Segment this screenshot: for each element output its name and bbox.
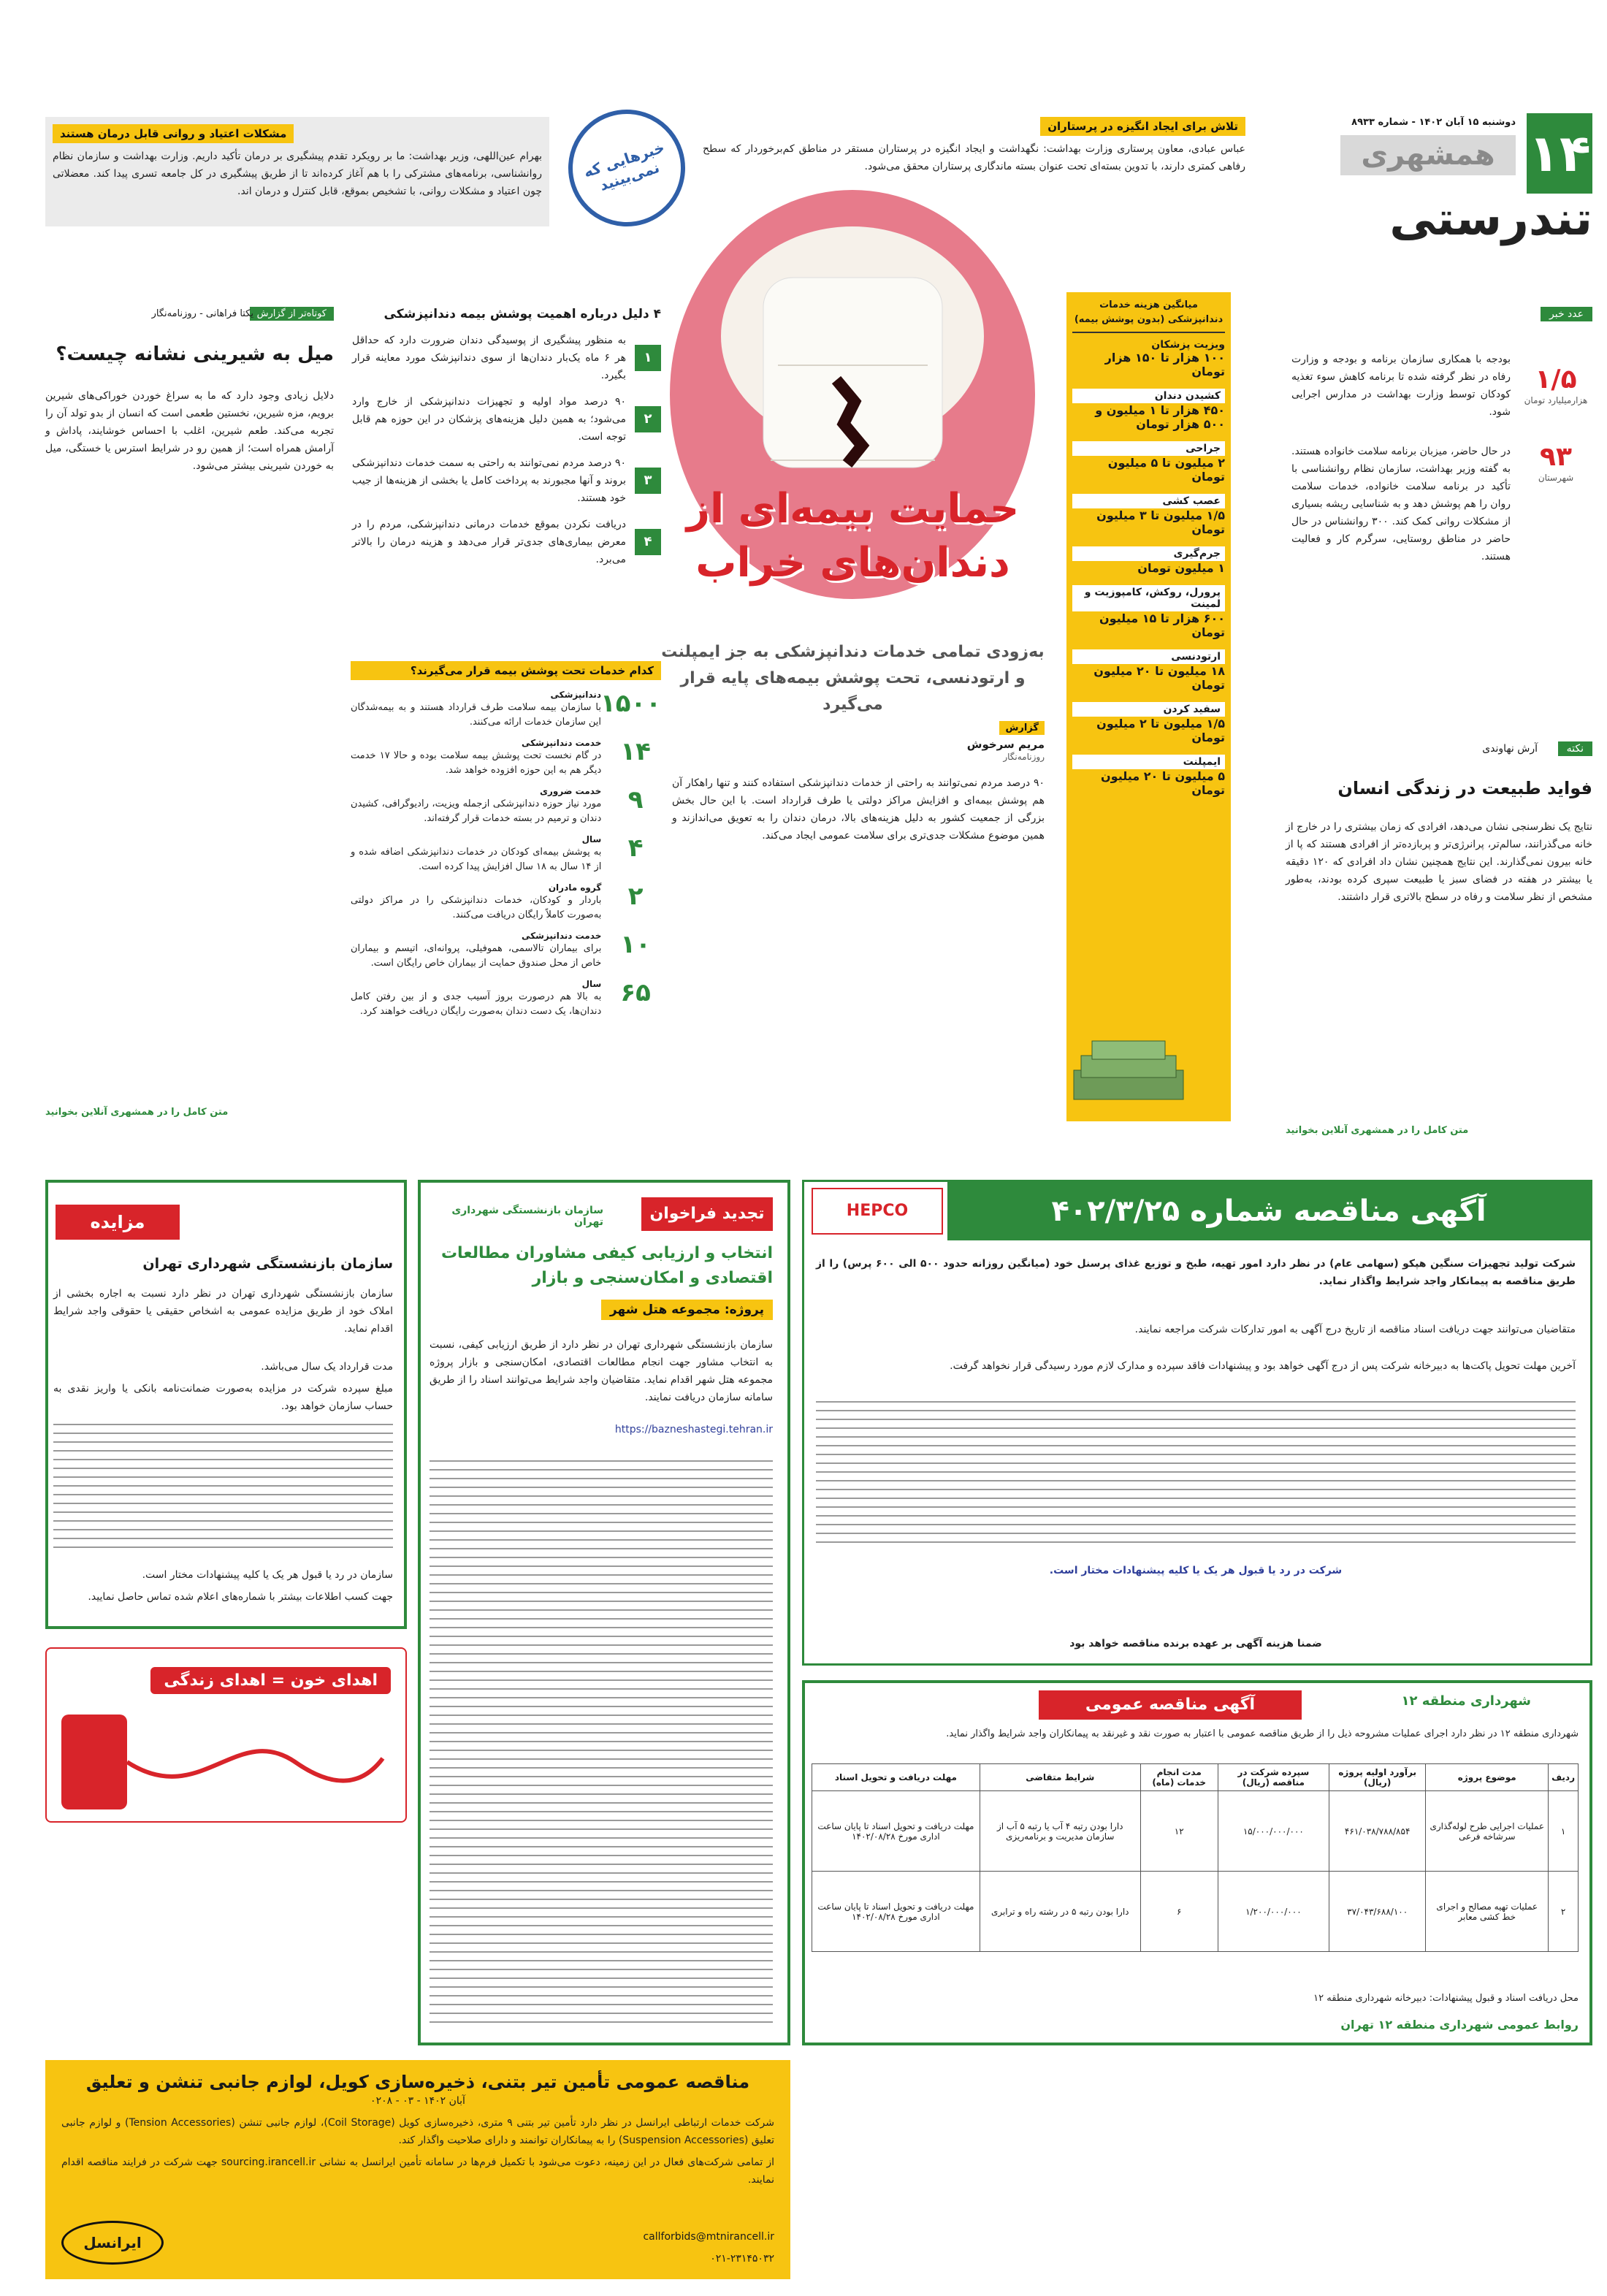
sugar-body: دلایل زیادی وجود دارد که ما به سراغ خوردن خوراکی‌های شیرین برویم، مزه شیرین، نخستین طعمی است که انسان از بدو تولد آن را تجربه می‌کند. طعم شیرین، اغلب با احساس خوشایند، پاداش و آرامش همراه است؛ از همین رو در شرایط استرس یا خستگی، میل به خوردن شیرینی بیشتر می‌شود. [45,390,334,472]
reg12-head-1: ردیف [1549,1764,1579,1791]
number-news-1-text: بودجه با همکاری سازمان برنامه و بودجه و وزارت رفاه در نظر گرفته شده تا برنامه کاهش سوء تغذیه کودکان توسط وزارت بهداشت در مدارس اجرایی شود. [1291,354,1511,418]
coverage-3-label: خدمت ضروری [540,786,602,796]
cost-6-value: ۶۰۰ هزار تا ۱۵ میلیون تومان [1099,611,1225,639]
cost-4-value: ۱/۵ میلیون تا ۳ میلیون تومان [1096,508,1225,536]
moz-b2: مبلغ سپرده شرکت در مزایده به‌صورت ضمانت‌نامه بانکی یا واریز نقدی به حساب سازمان خواهد بود. [53,1383,393,1412]
hepco-logo: HEPCO [812,1188,943,1235]
coverage-4-num: ۴ [627,834,644,863]
top-news-2-title: مشکلات اعتیاد و روانی قابل درمان هستند [53,124,294,143]
ad-renew [418,1180,790,2045]
logo: همشهری [1340,135,1516,175]
cost-9-value: ۵ میلیون تا ۲۰ میلیون تومان [1101,769,1225,797]
cost-5-value: ۱ میلیون تومان [1137,561,1225,575]
coverage-2-label: خدمت دندانپزشکی [521,738,602,748]
ad-mozayede [45,1180,407,1629]
cost-8-value: ۱/۵ میلیون تا ۲ میلیون تومان [1096,717,1225,744]
table-row [812,1791,1579,1872]
coverage-4-text: به پوشش بیمه‌ای کودکان در خدمات دندانپزشکی اضافه شده و از ۱۴ سال به ۱۸ سال افزایش پیدا کرده است. [351,847,602,872]
sugar-kicker: کوتاه‌تر از گزارش [250,307,334,321]
reg12-banner: آگهی مناقصه عمومی [1039,1690,1302,1720]
number-news-1-unit: هزارمیلیارد تومان [1524,395,1588,405]
reg12-r2-terms: دارا بودن رتبه ۵ در رشته راه و ترابری [980,1872,1140,1952]
coverage-6-num: ۱۰ [620,930,651,959]
reason-1-text: به منظور پیشگیری از پوسیدگی دندان ضرورت دارد که حداقل هر ۶ ماه یک‌بار دندان‌ها از سوی دندانپزشک مورد معاینه قرار بگیرد. [352,335,626,381]
cost-9-label: ایمپلنت [1072,755,1225,769]
mtn-email[interactable]: callforbids@mtnirancell.ir [643,2231,774,2243]
coverage-2-num: ۱۴ [620,737,651,766]
cost-5-label: جرم‌گیری [1072,546,1225,561]
reg12-r2-deposit: ۱/۲۰۰/۰۰۰/۰۰۰ [1218,1872,1329,1952]
coverage-1-label: دندانپزشکی [550,690,601,700]
moz-fine-print [53,1424,393,1555]
coverage-title: کدام خدمات تحت پوشش بیمه قرار می‌گیرند؟ [351,661,661,680]
cost-3-value: ۲ میلیون تا ۵ میلیون تومان [1107,456,1225,484]
renew-project: پروژه: مجموعه هتل شهر [601,1300,773,1320]
blood-text: اهدای خون = اهدای زندگی [150,1667,391,1694]
moz-org: سازمان بازنشستگی شهرداری تهران [142,1256,393,1272]
coverage-1-text: با سازمان بیمه سلامت طرف قرارداد هستند و به بیمه‌شدگان این سازمان خدمات ارائه می‌کنند. [351,702,601,728]
tip [1286,741,1592,1151]
tip-title: فواید طبیعت در زندگی انسان [1337,778,1592,798]
reg12-r1-months: ۱۲ [1140,1791,1218,1872]
mtn-note: از تمامی شرکت‌های فعال در این زمینه، دعوت می‌شود با تکمیل فرم‌ها در سامانه تأمین ایرانسل به نشانی sourcing.irancell.ir جهت شرکت در فرایند مناقصه اقدام نمایند. [61,2156,774,2186]
reg12-head-4: سپرده شرکت در مناقصه (ریال) [1218,1764,1329,1791]
ad-hepco [802,1180,1592,1666]
reg12-intro: شهرداری منطقه ۱۲ در نظر دارد اجرای عملیات مشروحه ذیل را از طریق مناقصه عمومی با اعتبار به صورت نقد و غیرنقد به پیمانکاران واجد شرایط واگذار نماید. [946,1728,1579,1739]
section-title: تندرستی [1389,192,1592,246]
reg12-org: شهرداری منطقه ۱۲ [1401,1693,1531,1709]
reason-4-num: ۴ [635,529,661,555]
coverage-7-text: به بالا هم درصورت بروز آسیب جدی و از بین رفتن کامل دندان‌ها، یک دست دندان به‌صورت رایگان دریافت خواهند کرد. [351,991,602,1017]
cost-4-label: عصب کشی [1072,494,1225,508]
money-stack-icon [1066,1026,1191,1114]
ad-mtn [45,2060,790,2279]
number-news-label: عدد خبر [1541,307,1592,321]
coverage-5-num: ۲ [627,882,644,911]
coverage-box [351,661,661,1132]
stamp: خبرهایی که نمی‌بینید [553,94,701,242]
tip-body: نتایج یک نظرسنجی نشان می‌دهد، افرادی که زمان بیشتری را در خارج از خانه می‌گذرانند، سالم‌تر، پرانرژی‌تر و پربازده‌تر از افرادی هستند که پا از خانه بیرون نمی‌گذارند. این نتایج همچنین نشان داد افرادی که ۱۲۰ دقیقه یا بیشتر در هفته در فضای سبز یا طبیعت سپری کرده بودند، به‌طور مشخص از نظر سلامت و رفاه در سطح بالاتری قرار داشتند. [1286,821,1592,903]
main-byline [913,720,1045,763]
mtn-logo: ایرانسل [61,2221,164,2265]
coverage-5-text: باردار و کودکان، خدمات دندانپزشکی را در مراکز دولتی به‌صورت کاملاً رایگان دریافت می‌کنند. [351,895,602,920]
reg12-r2-deadline: مهلت دریافت و تحویل اسناد تا پایان ساعت اداری مورخ ۱۴۰۲/۰۸/۲۸ [812,1872,980,1952]
number-news-2-value: ۹۳ [1540,442,1572,472]
renew-fine-print [430,1460,773,2030]
coverage-7-label: سال [581,979,602,989]
tip-footer[interactable]: متن کامل را در همشهری آنلاین بخوانید [1286,1125,1469,1136]
hepco-p5: ضمنا هزینه آگهی بر عهده برنده مناقصه خواهد بود [1069,1638,1322,1649]
hepco-title: آگهی مناقصه شماره ۴۰۲/۳/۲۵ [947,1182,1590,1240]
renew-url[interactable]: https://bazneshastegi.tehran.ir [614,1424,773,1435]
sugar-article [45,307,334,1132]
reason-2-num: ۲ [635,406,661,432]
cost-7-label: ارتودنسی [1072,649,1225,664]
coverage-5-label: گروه مادران [548,882,602,893]
reason-3-num: ۳ [635,468,661,494]
reg12-table [812,1763,1579,1952]
coverage-1-num: ۱۵۰۰ [600,689,661,718]
reg12-r1-terms: دارا بودن رتبه ۴ آب یا رتبه ۵ آب از سازمان مدیریت و برنامه‌ریزی [980,1791,1140,1872]
main-headline: حمایت بیمه‌ای از دندان‌های خراب [686,485,1020,587]
cost-2-value: ۴۵۰ هزار تا ۱ میلیون و ۵۰۰ هزار تومان [1095,403,1225,431]
ad-blood [45,1647,407,1823]
top-news-2-body: بهرام عین‌اللهی، وزیر بهداشت: ما بر رویکرد تقدم پیشگیری بر درمان تأکید داریم. وزارت بهداشت و سازمان نظام روانشناسی، برنامه‌های مشترکی را با هم آغاز کرده‌اند تا از طریق پیشگیری در کل جامعه تسری پیدا کند. معضلاتی چون اعتیاد و مشکلات روانی، با تشخیص بموقع، قابل کنترل و درمان اند. [53,150,542,197]
number-news [1286,307,1592,731]
reg12-r2-estimate: ۳۷/۰۴۳/۶۸۸/۱۰۰ [1329,1872,1425,1952]
main-author-role: روزنامه‌نگار [1003,752,1045,762]
number-news-2-text: در حال حاضر، میزبان برنامه سلامت خانواده هستند. به گفته وزیر بهداشت، سازمان نظام روانشناسی با تأکید در برنامه سلامت خانواده، خدمات سلامت روان را هم پوشش دهد و به شناسایی ریشه بسیاری از مشکلات روانی کمک کند. ۳۰۰ روانشناس در حال حاضر در مناطق روستایی، سرگرم کار و فعالیت هستند. [1291,446,1511,562]
top-news-1-body: عباس عبادی، معاون پرستاری وزارت بهداشت: نگهداشت و ایجاد انگیزه در پرستاران مستقر در مناطق کم‌برخوردار که سطح رفاهی کمتری دارند، با تدوین بسته‌ای تحت عنوان بسته ماندگاری پرستاران محقق می‌شود. [703,143,1245,172]
table-row [812,1872,1579,1952]
reg12-r1-deposit: ۱۵/۰۰۰/۰۰۰/۰۰۰ [1218,1791,1329,1872]
mtn-date: آبان ۱۴۰۲ - ۰۳ - ۰۲۰۸ [370,2095,465,2107]
mtn-phone: ۰۲۱-۲۳۱۴۵۰۳۲ [710,2253,774,2265]
cost-3-label: جراحی [1072,441,1225,456]
moz-b4: جهت کسب اطلاعات بیشتر با شماره‌های اعلام شده تماس حاصل نمایید. [88,1591,393,1603]
hepco-p4: شرکت در رد یا قبول هر یک یا کلیه پیشنهادات مختار است. [1049,1565,1343,1576]
reasons-title: ۴ دلیل درباره اهمیت پوشش بیمه دندانپزشکی [383,307,661,321]
cost-6-label: پرورل، روکش، کامپوزیت و لمینت [1072,585,1225,611]
cost-1-label: ویزیت پزشکان [1151,339,1225,351]
reg12-r1-index: ۱ [1549,1791,1579,1872]
ad-region12 [802,1680,1592,2045]
number-news-1-value: ۱/۵ [1535,365,1577,394]
reason-2-text: ۹۰ درصد مواد اولیه و تجهیزات دندانپزشکی از خارج وارد می‌شود؛ به همین دلیل هزینه‌های پزشکان در این حوزه هم قابل توجه است. [352,396,626,443]
tip-label: نکته [1558,741,1592,756]
mtn-title: مناقصه عمومی تأمین تیر بتنی، ذخیره‌سازی کویل، لوازم جانبی تنشن و تعلیق [85,2072,750,2092]
reg12-head-3: برآورد اولیه پروژه (ریال) [1329,1764,1425,1791]
main-kicker: گزارش [999,721,1045,735]
top-news-2 [45,117,549,226]
blood-bag-icon [54,1707,390,1817]
renew-body: سازمان بازنشستگی شهرداری تهران در نظر دارد از طریق ارزیابی کیفی، نسبت به انتخاب مشاور جهت انجام مطالعات اقتصادی، امکان‌سنجی و بازار پروژه مجموعه هتل شهر اقدام نماید. متقاضیان واجد شرایط می‌توانند اسناد را از طریق سامانه سازمان دریافت نمایند. [430,1339,773,1403]
top-news-1-title: تلاش برای ایجاد انگیزه در پرستاران [1040,117,1245,136]
cost-7-value: ۱۸ میلیون تا ۲۰ میلیون تومان [1093,664,1225,692]
reg12-r2-subject: عملیات تهیه مصالح و اجرای خط کشی معابر [1426,1872,1549,1952]
reg12-r1-deadline: مهلت دریافت و تحویل اسناد تا پایان ساعت اداری مورخ ۱۴۰۲/۰۸/۲۸ [812,1791,980,1872]
reg12-footer: محل دریافت اسناد و قبول پیشنهادات: دبیرخانه شهرداری منطقه ۱۲ [1313,1993,1579,2004]
cost-2-label: کشیدن دندان [1072,389,1225,403]
costs-header: میانگین هزینه خدمات دندانپزشکی (بدون پوشش بیمه) [1072,298,1225,333]
page-number: ۱۴ [1527,113,1592,194]
reason-3-text: ۹۰ درصد مردم نمی‌توانند به راحتی به سمت خدمات دندانپزشکی بروند و آنها مجبورند به پرداخت کامل یا بخشی از هزینه‌ها از جیب خود هستند. [352,457,626,504]
sugar-author: یکتا فراهانی - روزنامه‌نگار [151,308,253,319]
coverage-6-label: خدمت دندانپزشکی [521,931,602,941]
moz-b1: مدت قرارداد یک سال می‌باشد. [261,1361,393,1373]
mtn-body: شرکت خدمات ارتباطی ایرانسل در نظر دارد تأمین تیر بتنی ۹ متری، ذخیره‌سازی کویل (Coil Storage)، لوازم جانبی تنشن (Tension Accessories) و لوازم جانبی تعلیق (Suspension Accessories) را به پیمانکاران توانمند و دارای صلاحیت واگذار کند. [61,2117,774,2146]
main-subtitle: به‌زودی تمامی خدمات دندانپزشکی به جز ایمپلنت و ارتودنسی، تحت پوشش بیمه‌های پایه قرار می‌گیرد [661,643,1045,714]
hepco-p1: شرکت تولید تجهیزات سنگین هپکو (سهامی عام) در نظر دارد امور تهیه، طبخ و توزیع غذای پرسنل خود (میانگین روزانه حدود ۵۰۰ الی ۶۰۰ پرس) را از طریق مناقصه به پیمانکار واجد شرایط واگذار نماید. [816,1258,1576,1287]
cost-8-label: سفید کردن [1072,702,1225,717]
moz-b3: سازمان در رد یا قبول هر یک یا کلیه پیشنهادات مختار است. [142,1569,393,1581]
reg12-r2-months: ۶ [1140,1872,1218,1952]
number-news-2-unit: شهرستان [1538,473,1574,483]
moz-banner: مزایده عمومی [56,1205,180,1240]
coverage-3-num: ۹ [627,785,644,815]
coverage-7-num: ۶۵ [620,978,651,1007]
reason-4-text: دریافت نکردن بموقع خدمات درمانی دندانپزشکی، مردم را در معرض بیماری‌های جدی‌تر قرار می‌دهد و هزینه درمان را بالاتر می‌برد. [352,519,626,565]
reg12-r1-subject: عملیات اجرایی طرح لوله‌گذاری سرشاخه فرعی [1426,1791,1549,1872]
main-author: مریم سرخوش [966,738,1045,751]
coverage-3-text: مورد نیاز حوزه دندانپزشکی ازجمله ویزیت، رادیوگرافی، کشیدن دندان و ترمیم در بسته خدمات قرار گرفته‌اند. [351,798,602,824]
sugar-title: میل به شیرینی نشانه چیست؟ [56,343,334,365]
reg12-head-5: مدت انجام خدمات (ماه) [1140,1764,1218,1791]
main-body: ۹۰ درصد مردم نمی‌توانند به راحتی از خدمات دندانپزشکی استفاده کنند و تنها راهکار آن هم پوشش بیمه‌ای و افزایش مراکز دولتی یا طرف قرارداد است. با این حال بخش بزرگی از جمعیت کشور به دلیل هزینه‌های بالا، درمان دندان را به تعویق می‌اندازند و همین موضوع مشکلات جدی‌تری برای سلامت عمومی ایجاد می‌کند. [672,777,1045,842]
coverage-4-label: سال [581,834,602,844]
reg12-pr: روابط عمومی شهرداری منطقه ۱۲ تهران [1340,2018,1579,2032]
date-line: دوشنبه ۱۵ آبان ۱۴۰۲ - شماره ۸۹۳۳ [1351,117,1516,128]
hepco-p3: آخرین مهلت تحویل پاکت‌ها به دبیرخانه شرکت پس از درج آگهی خواهد بود و پیشنهادات فاقد سپرده و مدارک لازم مورد رسیدگی قرار نخواهد گرفت. [950,1360,1576,1372]
reason-1-num: ۱ [635,345,661,371]
cost-1-value: ۱۰۰ هزار تا ۱۵۰ هزار تومان [1104,351,1225,378]
reg12-head-7: مهلت دریافت و تحویل اسناد [812,1764,980,1791]
tip-author: آرش نهاوندی [1482,743,1538,755]
hepco-p2: متقاضیان می‌توانند جهت دریافت اسناد مناقصه از تاریخ درج آگهی به امور تدارکات شرکت مراجعه نمایند. [1134,1324,1576,1335]
costs-column [1066,292,1231,1121]
sugar-footer[interactable]: متن کامل را در همشهری آنلاین بخوانید [45,1107,229,1118]
reg12-head-2: موضوع پروژه [1426,1764,1549,1791]
moz-intro: سازمان بازنشستگی شهرداری تهران در نظر دارد نسبت به اجاره بخشی از املاک خود از طریق مزایده عمومی به اشخاص حقیقی یا حقوقی واجد شرایط اقدام نماید. [53,1288,393,1335]
renew-org: سازمان بازنشستگی شهرداری تهران [451,1205,603,1228]
renew-title: انتخاب و ارزیابی کیفی مشاوران مطالعات اقتصادی و امکان‌سنجی و بازار [440,1244,773,1287]
reg12-head-6: شرایط متقاضی [980,1764,1140,1791]
reg12-r1-estimate: ۴۶۱/۰۳۸/۷۸۸/۸۵۴ [1329,1791,1425,1872]
coverage-6-text: برای بیماران تالاسمی، هموفیلی، پروانه‌ای، اتیسم و بیماران خاص از محل صندوق حمایت از بیماران خاص رایگان است. [351,943,602,969]
hepco-fine-print [816,1401,1576,1547]
reg12-r2-index: ۲ [1549,1872,1579,1952]
renew-banner: تجدید فراخوان [641,1197,773,1231]
reasons-box [351,307,661,643]
coverage-2-text: در گام نخست تحت پوشش بیمه سلامت بوده و حالا ۱۷ خدمت دیگر هم به این حوزه افزوده خواهد شد. [351,750,602,776]
